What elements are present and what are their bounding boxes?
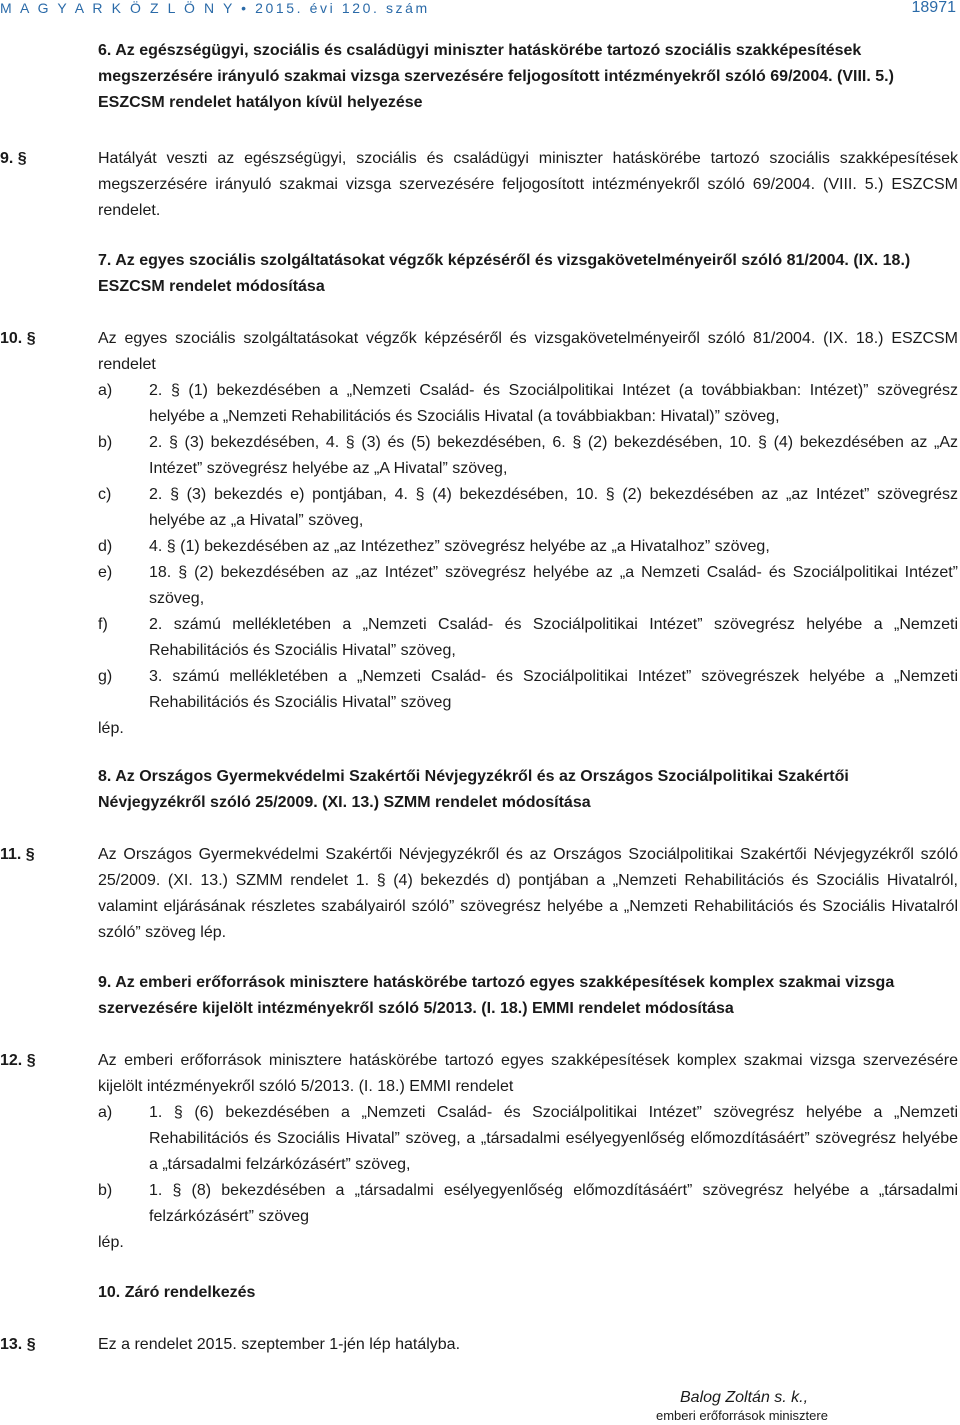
- page-number: 18971: [911, 0, 956, 16]
- signatory-name: Balog Zoltán s. k.,: [680, 1389, 809, 1406]
- section-heading-10: 10. Záró rendelkezés: [98, 1284, 256, 1301]
- list-item-text: 2. számú mellékletében a „Nemzeti Család- és Szociálpolitikai Intézet” szövegrész helyébe a „Nemzeti Rehabilitációs és Szociális Hivatal” szöveg,: [149, 616, 958, 659]
- paragraph-closing-10: lép.: [98, 720, 124, 737]
- paragraph-text-9: Hatályát veszti az egészségügyi, szociális és családügyi miniszter hatáskörébe tartozó szociális szakképesítések megszerzésére irányuló szakmai vizsga szervezésére feljogosított intézményekről szóló 69/2004. (VIII. 5.) ESZCSM rendelet.: [98, 150, 958, 219]
- page-header: [0, 0, 960, 20]
- paragraph-text-13: Ez a rendelet 2015. szeptember 1-jén lép hatályba.: [98, 1336, 461, 1353]
- list-item-text: 1. § (6) bekezdésében a „Nemzeti Család- és Szociálpolitikai Intézet” szövegrész helyébe a „Nemzeti Rehabilitációs és Szociális Hivatal” szöveg, a „társadalmi esélyegyenlőség előmozdításáért” szövegrész helyébe a „társadalmi felzárkózásért” szöveg,: [149, 1104, 958, 1173]
- section-heading-9: 9. Az emberi erőforrások minisztere hatáskörébe tartozó egyes szakképesítések komplex szakmai vizsga szervezésére kijelölt intézményekről szóló 5/2013. (I. 18.) EMMI rendelet módosítása: [98, 974, 895, 1017]
- paragraph-text-12: Az emberi erőforrások minisztere hatáskörébe tartozó egyes szakképesítések komplex szakmai vizsga szervezésére kijelölt intézményekről szóló 5/2013. (I. 18.) EMMI rendelet: [98, 1052, 958, 1095]
- list-item-text: 2. § (3) bekezdés e) pontjában, 4. § (4) bekezdésében, 10. § (2) bekezdésében az „az Intézet” szövegrész helyébe az „a Hivatal” szöveg,: [149, 486, 958, 529]
- list-item-text: 18. § (2) bekezdésében az „az Intézet” szövegrész helyébe az „a Nemzeti Család- és Szociálpolitikai Intézet” szöveg,: [149, 564, 958, 607]
- paragraph-number-10: 10. §: [0, 330, 36, 347]
- paragraph-text-10: Az egyes szociális szolgáltatásokat végzők képzéséről és vizsgakövetelményeiről szóló 81/2004. (IX. 18.) ESZCSM rendelet: [98, 330, 958, 373]
- running-head: M A G Y A R K Ö Z L Ö N Y • 2015. évi 120. szám: [0, 0, 430, 16]
- list-item-text: 2. § (1) bekezdésében a „Nemzeti Család- és Szociálpolitikai Intézet (a továbbiakban: Intézet)” szövegrész helyébe a „Nemzeti Rehabilitációs és Szociális Hivatal (a továbbiakban: Hivatal)” szöveg,: [149, 382, 958, 425]
- list-item-letter: e): [98, 564, 113, 581]
- list-item-text: 3. számú mellékletében a „Nemzeti Család- és Szociálpolitikai Intézet” szövegrészek helyébe a „Nemzeti Rehabilitációs és Szociális Hivatal” szöveg: [149, 668, 958, 711]
- list-item-letter: d): [98, 538, 113, 555]
- section-heading-7: 7. Az egyes szociális szolgáltatásokat végzők képzéséről és vizsgakövetelményeiről szóló 81/2004. (IX. 18.) ESZCSM rendelet módosítása: [98, 252, 911, 295]
- paragraph-number-12: 12. §: [0, 1052, 36, 1069]
- section-heading-8: 8. Az Országos Gyermekvédelmi Szakértői Névjegyzékről és az Országos Szociálpolitikai Szakértői Névjegyzékről szóló 25/2009. (XI. 13.) SZMM rendelet módosítása: [98, 768, 849, 811]
- list-item-letter: b): [98, 1182, 113, 1199]
- list-item-letter: f): [98, 616, 108, 633]
- list-item-text: 4. § (1) bekezdésében az „az Intézethez” szövegrész helyébe az „a Hivatalhoz” szöveg,: [149, 538, 770, 555]
- signatory-title: emberi erőforrások minisztere: [656, 1408, 828, 1423]
- list-item-letter: a): [98, 382, 113, 399]
- list-item-letter: a): [98, 1104, 113, 1121]
- paragraph-number-9: 9. §: [0, 150, 27, 167]
- list-item-text: 2. § (3) bekezdésében, 4. § (3) és (5) bekezdésében, 6. § (2) bekezdésében, 10. § (4) bekezdésében az „Az Intézet” szövegrész helyébe az „A Hivatal” szöveg,: [149, 434, 958, 477]
- list-item-letter: c): [98, 486, 112, 503]
- section-heading-6: 6. Az egészségügyi, szociális és családügyi miniszter hatáskörébe tartozó szociális szakképesítések megszerzésére irányuló szakmai vizsga szervezésére feljogosított intézményekről szóló 69/2004. (VIII. 5.) ESZCSM rendelet hatályon kívül helyezése: [98, 42, 894, 111]
- list-item-text: 1. § (8) bekezdésében a „társadalmi esélyegyenlőség előmozdításáért” szövegrész helyébe a „társadalmi felzárkózásért” szöveg: [149, 1182, 958, 1225]
- list-item-letter: g): [98, 668, 113, 685]
- paragraph-closing-12: lép.: [98, 1234, 124, 1251]
- paragraph-number-13: 13. §: [0, 1336, 36, 1353]
- paragraph-number-11: 11. §: [0, 846, 35, 863]
- list-item-letter: b): [98, 434, 113, 451]
- paragraph-text-11: Az Országos Gyermekvédelmi Szakértői Névjegyzékről és az Országos Szociálpolitikai Szakértői Névjegyzékről szóló 25/2009. (XI. 13.) SZMM rendelet 1. § (4) bekezdés d) pontjában a „Nemzeti Rehabilitációs és Szociális Hivatalról, valamint eljárásának részletes szabályairól szóló” szövegrész helyébe a „Nemzeti Rehabilitációs és Szociális Hivatalról szóló” szöveg lép.: [98, 846, 958, 941]
